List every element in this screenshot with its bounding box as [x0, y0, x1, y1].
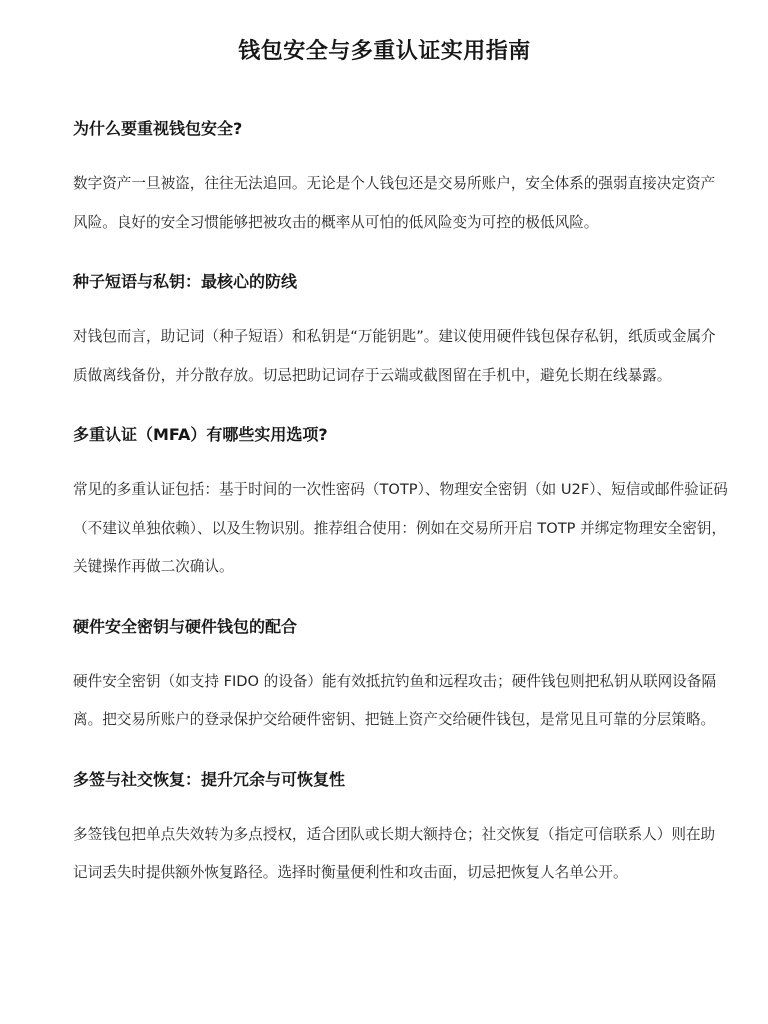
section-paragraph: 硬件安全密钥（如支持 FIDO 的设备）能有效抵抗钓鱼和远程攻击；硬件钱包则把私钥从联网设备隔离。把交易所账户的登录保护交给硬件密钥、把链上资产交给硬件钱包，是常见且可靠的分层策略。	[73, 672, 717, 728]
section-paragraph: 数字资产一旦被盗，往往无法追回。无论是个人钱包还是交易所账户，安全体系的强弱直接决定资产风险。良好的安全习惯能够把被攻击的概率从可怕的低风险变为可控的极低风险。	[73, 175, 716, 231]
page-title: 钱包安全与多重认证实用指南	[238, 39, 531, 64]
section-heading: 种子短语与私钥：最核心的防线	[73, 272, 298, 291]
section-seed-phrase-private-key	[73, 242, 728, 395]
section-hardware-key-wallet	[73, 587, 728, 740]
section-paragraph: 常见的多重认证包括：基于时间的一次性密码（TOTP）、物理安全密钥（如 U2F）、短信或邮件验证码（不建议单独依赖）、以及生物识别。推荐组合使用：例如在交易所开启 TOTP 并绑定物理安全密钥，关键操作再做二次确认。	[73, 481, 728, 575]
section-why-wallet-security	[73, 70, 728, 242]
section-paragraph: 对钱包而言，助记词（种子短语）和私钥是“万能钥匙”。建议使用硬件钱包保存私钥，纸质或金属介质做离线备份，并分散存放。切忌把助记词存于云端或截图留在手机中，避免长期在线暴露。	[73, 328, 716, 384]
section-multisig-social-recovery	[73, 740, 728, 893]
section-heading: 为什么要重视钱包安全?	[73, 119, 243, 138]
section-mfa-options	[73, 395, 728, 587]
section-heading: 多签与社交恢复：提升冗余与可恢复性	[73, 769, 346, 789]
section-heading: 硬件安全密钥与硬件钱包的配合	[73, 616, 298, 636]
section-heading: 多重认证（MFA）有哪些实用选项?	[73, 425, 328, 444]
section-paragraph: 多签钱包把单点失效转为多点授权，适合团队或长期大额持仓；社交恢复（指定可信联系人）则在助记词丢失时提供额外恢复路径。选择时衡量便利性和攻击面，切忌把恢复人名单公开。	[73, 825, 716, 881]
